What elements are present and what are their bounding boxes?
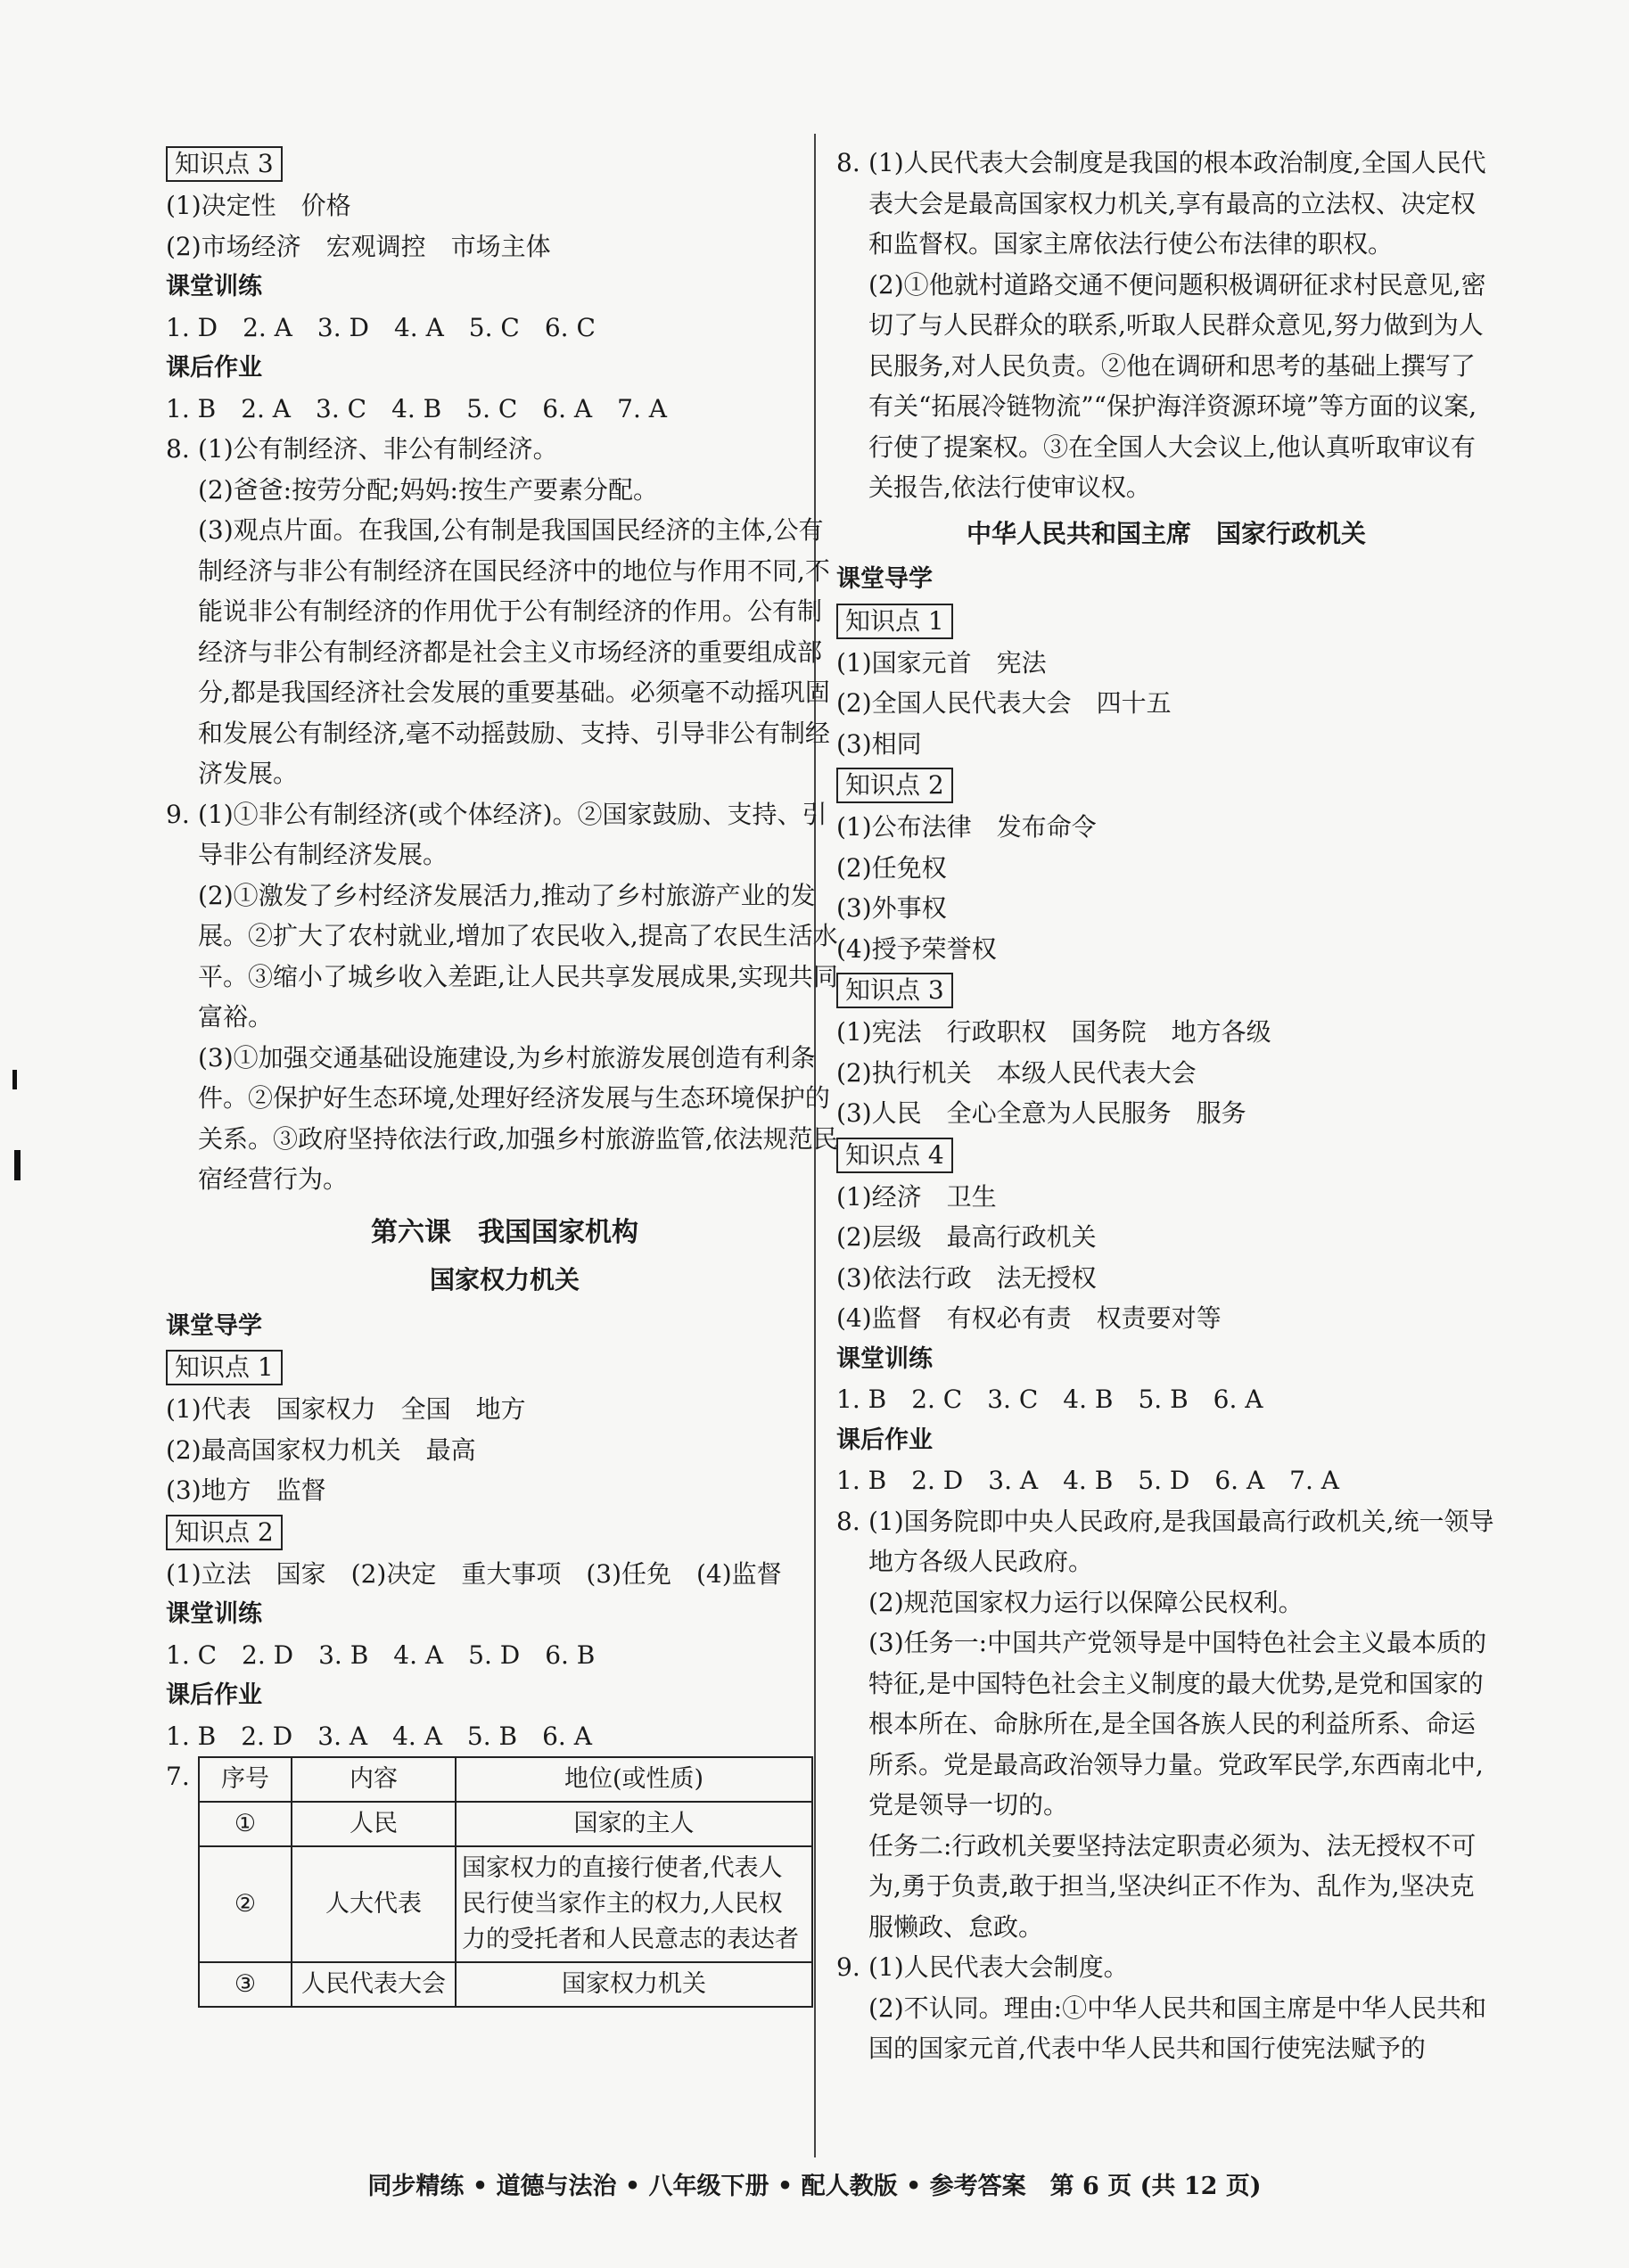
kp1-item-3: (3)地方 监督 [166,1475,326,1505]
question-8 [166,429,843,794]
q9-part-2: (2)①激发了乡村经济发展活力,推动了乡村旅游产业的发展。②扩大了农村就业,增加了农民收入,提高了农民生活水平。③缩小了城乡收入差距,让人民共享发展成果,实现共同富裕。 [198,880,838,1031]
question-number: 7. [166,1762,190,1791]
r-kp3-item-2: (2)执行机关 本级人民代表大会 [836,1057,1197,1088]
table-row [199,1846,812,1962]
classroom-guide-heading: 课堂导学 [166,1311,262,1340]
q9-part-1: (1)①非公有制经济(或个体经济)。②国家鼓励、支持、引导非公有制经济发展。 [198,799,827,869]
r-kp2-item-3: (3)外事权 [836,893,947,923]
section-title: 国家权力机关 [429,1265,580,1294]
scan-mark-1 [12,1070,17,1089]
question-number: 8. [166,434,190,464]
q8b-part-4: 任务二:行政机关要坚持法定职责必须为、法无授权不可为,勇于负责,敢于担当,坚决纠正不作为、乱作为,坚决克服懒政、怠政。 [868,1830,1477,1942]
r-kp3-item-1: (1)宪法 行政职权 国务院 地方各级 [836,1017,1271,1047]
left-column [166,143,843,2008]
question-number: 9. [836,1952,860,1982]
q8b-part-1: (1)国务院即中央人民政府,是我国最高行政机关,统一领导地方各级人民政府。 [868,1506,1494,1576]
q8-part-2: (2)爸爸:按劳分配;妈妈:按生产要素分配。 [198,474,658,505]
scan-mark-2 [14,1150,21,1180]
table-cell: ③ [199,1962,292,2007]
classroom-training-heading-right: 课堂训练 [836,1344,933,1373]
kp3-item-1: (1)决定性 价格 [166,191,351,220]
question-7 [166,1756,843,2008]
page-footer: 同步精练 • 道德与法治 • 八年级下册 • 配人教版 • 参考答案 第 6 页 (共 12 页) [367,2173,1262,2200]
table-cell: 人大代表 [292,1846,456,1962]
kp1-item-1: (1)代表 国家权力 全国 地方 [166,1394,526,1424]
knowledge-point-2-label-right: 知识点 2 [836,768,953,803]
q8-right-part-2: (2)①他就村道路交通不便问题积极调研征求村民意见,密切了与人民群众的联系,听取人民群众意见,努力做到为人民服务,对人民负责。②他在调研和思考的基础上撰写了有关“拓展冷链物流”“保护海洋资源环境”等方面的议案,行使了提案权。③在全国人大会议上,他认真听取审议有关报告,依法行使审议权。 [868,269,1486,502]
knowledge-point-3-label-right: 知识点 3 [836,973,953,1008]
r-kp2-item-4: (4)授予荣誉权 [836,933,997,964]
homework-answers: 1. B 2. A 3. C 4. B 5. C 6. A 7. A [166,393,667,423]
classroom-training-answers-right: 1. B 2. C 3. C 4. B 5. B 6. A [836,1385,1263,1414]
lesson-title: 第六课 我国国家机构 [371,1216,638,1248]
classroom-training-answers: 1. D 2. A 3. D 4. A 5. C 6. C [166,312,596,342]
q8-part-1: (1)公有制经济、非公有制经济。 [198,434,558,464]
q8-part-3: (3)观点片面。在我国,公有制是我国国民经济的主体,公有制经济与非公有制经济在国民经济中的地位与作用不同,不能说非公有制经济的作用优于公有制经济的作用。公有制经济与非公有制经济都是社会主义市场经济的重要组成部分,都是我国经济社会发展的重要基础。必须毫不动摇巩固和发展公有制经济,毫不动摇鼓励、支持、引导非公有制经济发展。 [198,515,830,788]
classroom-training-heading: 课堂训练 [166,273,262,300]
table-cell: ② [199,1846,292,1962]
table-cell: 国家权力机关 [456,1962,812,2007]
question-number: 8. [836,148,860,177]
homework-answers-right: 1. B 2. D 3. A 4. B 5. D 6. A 7. A [836,1466,1340,1495]
table-cell: 国家权力的直接行使者,代表人民行使当家作主的权力,人民权力的受托者和人民意志的表达者 [456,1846,812,1962]
knowledge-point-1-label: 知识点 1 [166,1350,283,1385]
question-8b-right [836,1501,1496,1948]
r-kp1-item-2: (2)全国人民代表大会 四十五 [836,688,1172,718]
table-row [199,1802,812,1846]
homework-heading-right: 课后作业 [836,1426,933,1454]
table-header: 内容 [292,1757,456,1802]
right-column [836,143,1496,2069]
r-kp2-item-2: (2)任免权 [836,852,947,883]
q8b-part-3: (3)任务一:中国共产党领导是中国特色社会主义最本质的特征,是中国特色社会主义制度的最大优势,是党和国家的根本所在、命脉所在,是全国各族人民的利益所系、命运所系。党是最高政治领导力量。党政军民学,东西南北中,党是领导一切的。 [868,1628,1487,1820]
knowledge-point-4-label-right: 知识点 4 [836,1138,953,1173]
table-cell: 人民代表大会 [292,1962,456,2007]
classroom-guide-heading-right: 课堂导学 [836,565,933,593]
r-kp4-item-1: (1)经济 卫生 [836,1181,997,1212]
q8b-part-2: (2)规范国家权力运行以保障公民权利。 [868,1587,1304,1617]
table-row [199,1962,812,2007]
kp2-item-1: (1)立法 国家 (2)决定 重大事项 (3)任免 (4)监督 [166,1558,782,1589]
q9-right-part-1: (1)人民代表大会制度。 [868,1952,1129,1982]
r-kp2-item-1: (1)公布法律 发布命令 [836,812,1097,842]
knowledge-point-1-label-right: 知识点 1 [836,604,953,639]
answer-table [198,1756,813,2008]
section-title-right: 中华人民共和国主席 国家行政机关 [966,518,1366,548]
question-8-right [836,143,1496,508]
classroom-training-answers-2: 1. C 2. D 3. B 4. A 5. D 6. B [166,1639,596,1670]
table-header: 序号 [199,1757,292,1802]
r-kp4-item-3: (3)依法行政 法无授权 [836,1262,1097,1293]
q8-right-part-1: (1)人民代表大会制度是我国的根本政治制度,全国人民代表大会是最高国家权力机关,享有最高的立法权、决定权和监督权。国家主席依法行使公布法律的职权。 [868,148,1486,259]
question-9-right [836,1947,1496,2069]
kp3-item-2: (2)市场经济 宏观调控 市场主体 [166,231,551,261]
table-cell: 国家的主人 [456,1802,812,1846]
homework-heading-2: 课后作业 [166,1681,262,1709]
q9-right-part-2: (2)不认同。理由:①中华人民共和国主席是中华人民共和国的国家元首,代表中华人民共和国行使宪法赋予的 [868,1993,1487,2063]
question-9 [166,794,843,1200]
question-number: 9. [166,799,190,829]
table-header-row [199,1757,812,1802]
r-kp4-item-4: (4)监督 有权必有责 权责要对等 [836,1303,1222,1333]
homework-heading: 课后作业 [166,354,262,382]
r-kp3-item-3: (3)人民 全心全意为人民服务 服务 [836,1098,1246,1128]
r-kp1-item-3: (3)相同 [836,728,922,759]
homework-answers-2: 1. B 2. D 3. A 4. A 5. B 6. A [166,1721,592,1751]
table-cell: 人民 [292,1802,456,1846]
kp1-item-2: (2)最高国家权力机关 最高 [166,1434,476,1465]
q9-part-3: (3)①加强交通基础设施建设,为乡村旅游发展创造有利条件。②保护好生态环境,处理好经济发展与生态环境保护的关系。③政府坚持依法行政,加强乡村旅游监管,依法规范民宿经营行为。 [198,1042,838,1194]
r-kp1-item-1: (1)国家元首 宪法 [836,647,1047,678]
r-kp4-item-2: (2)层级 最高行政机关 [836,1222,1097,1252]
table-header: 地位(或性质) [456,1757,812,1802]
knowledge-point-2-label: 知识点 2 [166,1515,283,1550]
table-cell: ① [199,1802,292,1846]
question-number: 8. [836,1506,860,1536]
classroom-training-heading-2: 课堂训练 [166,1600,262,1628]
knowledge-point-3-label: 知识点 3 [166,146,283,182]
